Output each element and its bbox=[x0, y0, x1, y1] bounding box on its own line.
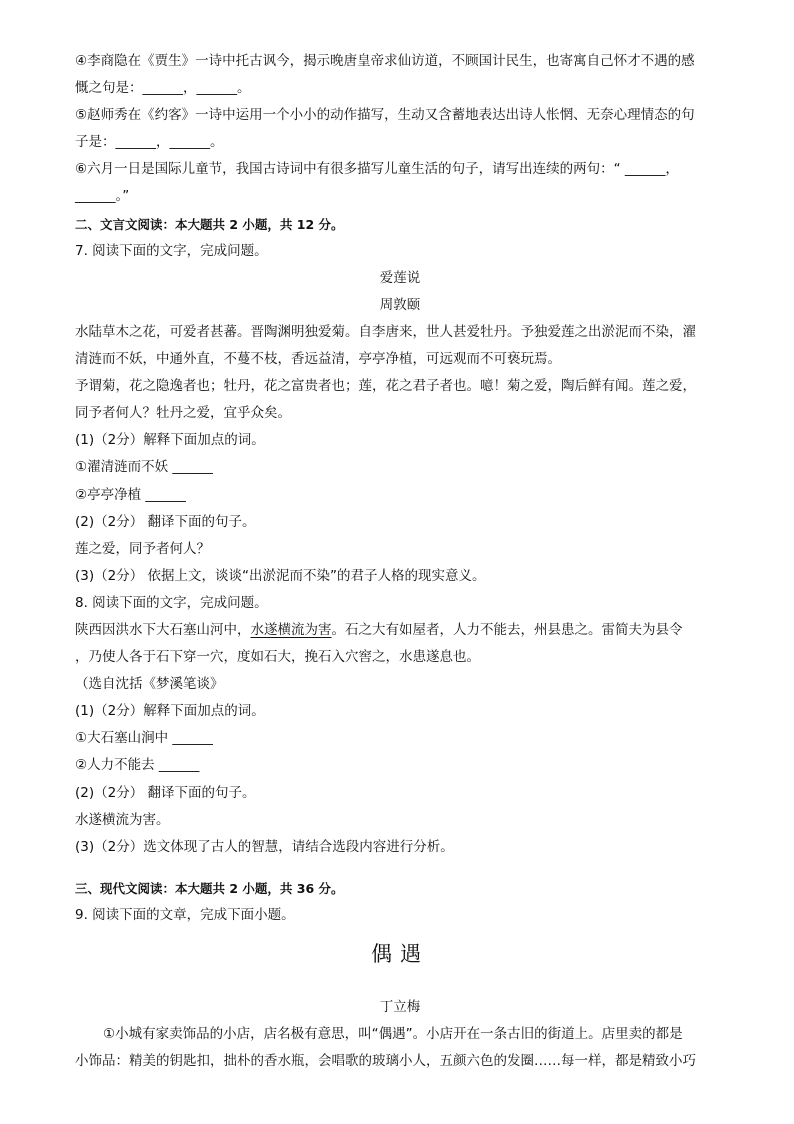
section-three-heading: 三、现代文阅读：本大题共 2 小题，共 36 分。 bbox=[75, 880, 344, 896]
q7-title: 爱莲说 bbox=[379, 269, 421, 286]
question-6-line2: ______。” bbox=[75, 188, 130, 205]
question-8 bbox=[75, 590, 725, 861]
question-6-line1: ⑥六月一日是国际儿童节，我国古诗词中有很多描写儿童生活的句子，请写出连续的两句：“ ______， bbox=[75, 161, 679, 178]
q8-passage-text: 。石之大有如屋者，人力不能去，州县患之。雷简夫为县令 bbox=[331, 621, 683, 638]
q9-article-title: 偶遇 bbox=[371, 942, 429, 966]
question-4-line1: ④李商隐在《贾生》一诗中托古讽今，揭示晚唐皇帝求仙访道，不顾国计民生，也寄寓自己怀才不遇的感 bbox=[75, 53, 695, 69]
q7-prompt: 7. 阅读下面的文字，完成问题。 bbox=[75, 242, 268, 259]
question-4-line2: 慨之句是：______，______。 bbox=[75, 80, 251, 97]
q9-prompt: 9. 阅读下面的文章，完成下面小题。 bbox=[75, 906, 295, 923]
q7-sub1-item1: ①濯清涟而不妖 ______ bbox=[75, 459, 213, 476]
q7-passage-line: 水陆草木之花，可爱者甚蕃。晋陶渊明独爱菊。自李唐来，世人甚爱牡丹。予独爱莲之出淤泥而不染，濯 bbox=[75, 323, 696, 340]
q8-sub1-item1: ①大石塞山涧中 ______ bbox=[75, 730, 213, 747]
question-5-line2: 子是：______，______。 bbox=[75, 134, 224, 151]
question-5-line1: ⑤赵师秀在《约客》一诗中运用一个小小的动作描写，生动又含蓄地表达出诗人怅惘、无奈心理情态的句 bbox=[75, 107, 695, 124]
q8-passage-text: 陕西因洪水下大石塞山河中， bbox=[75, 621, 251, 638]
q8-sub1: (1)（2分）解释下面加点的词。 bbox=[75, 703, 265, 720]
question-9 bbox=[75, 902, 725, 1075]
q7-sub2-sentence: 莲之爱，同予者何人？ bbox=[75, 540, 210, 557]
q8-sub2-sentence: 水遂横流为害。 bbox=[75, 811, 170, 828]
exam-page bbox=[75, 48, 725, 1075]
q7-passage-line: 予谓菊，花之隐逸者也；牡丹，花之富贵者也；莲，花之君子者也。噫！菊之爱，陶后鲜有闻。莲之爱， bbox=[75, 378, 696, 395]
q8-prompt: 8. 阅读下面的文字，完成问题。 bbox=[75, 594, 268, 611]
q8-passage-line bbox=[75, 617, 725, 644]
q8-sub3: (3)（2分）选文体现了古人的智慧，请结合选段内容进行分析。 bbox=[75, 838, 454, 855]
q9-paragraph-line: 小饰品：精美的钥匙扣，拙朴的香水瓶，会唱歌的玻璃小人，五颜六色的发圈……每一样，都是精致小巧 bbox=[75, 1053, 696, 1070]
q7-sub1: (1)（2分）解释下面加点的词。 bbox=[75, 432, 265, 449]
spacer bbox=[75, 861, 725, 875]
q7-passage-line: 同予者何人？牡丹之爱，宜乎众矣。 bbox=[75, 405, 291, 422]
question-7 bbox=[75, 238, 725, 590]
poetry-fill-questions bbox=[75, 48, 725, 211]
q8-passage-line: ，乃使人各于石下穿一穴，度如石大，挽石入穴窖之，水患遂息也。 bbox=[75, 649, 480, 666]
q7-author: 周敦颐 bbox=[379, 296, 421, 313]
q7-sub2: (2)（2分） 翻译下面的句子。 bbox=[75, 513, 256, 530]
q8-sub1-item2: ②人力不能去 ______ bbox=[75, 757, 200, 774]
q7-passage-line: 清涟而不妖，中通外直，不蔓不枝，香远益清，亭亭净植，可远观而不可亵玩焉。 bbox=[75, 351, 561, 368]
q8-source: （选自沈括《梦溪笔谈》 bbox=[75, 676, 224, 693]
q9-article-author: 丁立梅 bbox=[379, 999, 421, 1015]
q7-sub1-item2: ②亭亭净植 ______ bbox=[75, 486, 186, 503]
section-two-heading: 二、文言文阅读：本大题共 2 小题，共 12 分。 bbox=[75, 216, 344, 232]
q8-sub2: (2)（2分） 翻译下面的句子。 bbox=[75, 784, 256, 801]
q8-underlined-sentence: 水遂横流为害 bbox=[250, 621, 332, 638]
q9-paragraph-line: ①小城有家卖饰品的小店，店名极有意思，叫“偶遇”。小店开在一条古旧的街道上。店里卖的都是 bbox=[103, 1026, 683, 1043]
q7-sub3: (3)（2分） 依据上文，谈谈“出淤泥而不染”的君子人格的现实意义。 bbox=[75, 567, 486, 584]
